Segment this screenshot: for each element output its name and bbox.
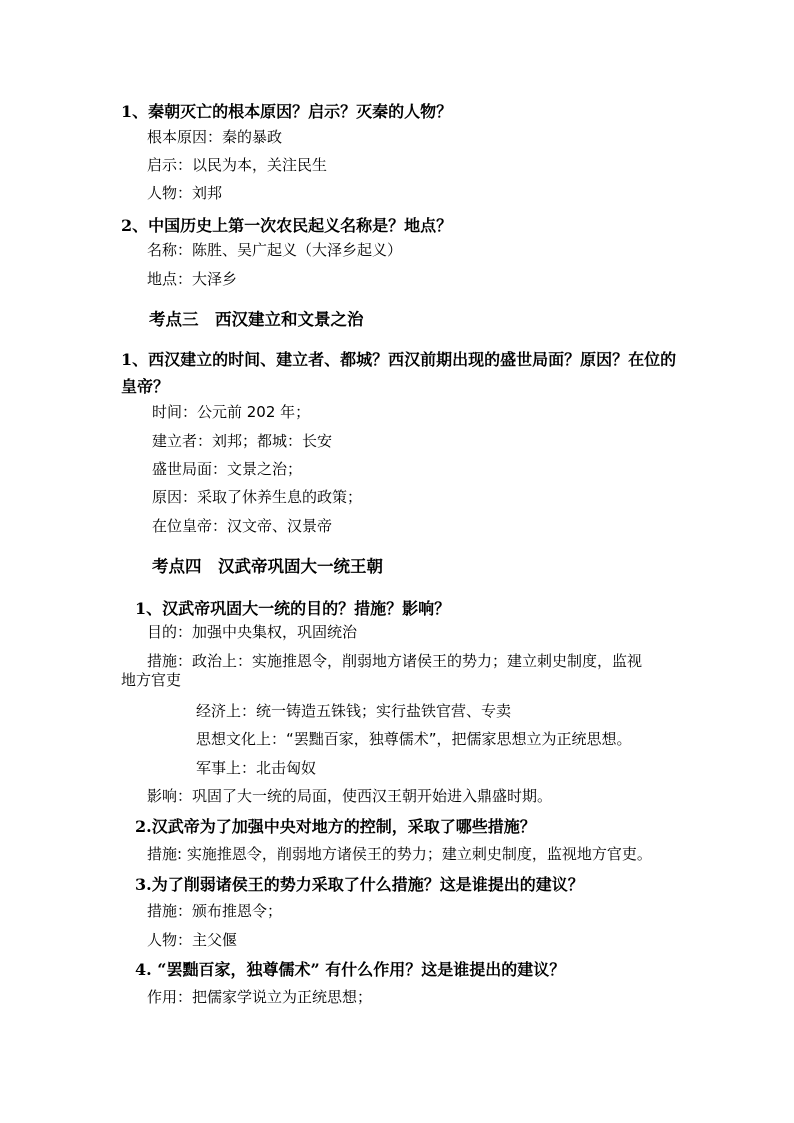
answer-line: 措施: 实施推恩令，削弱地方诸侯王的势力；建立刺史制度，监视地方官吏。 — [147, 845, 652, 863]
answer-line: 盛世局面：文景之治； — [152, 460, 303, 478]
section-heading-4: 考点四 汉武帝巩固大一统王朝 — [152, 557, 383, 576]
answer-line: 措施：颁布推恩令； — [147, 902, 283, 920]
answer-line: 地点：大泽乡 — [147, 270, 238, 288]
answer-line: 军事上：北击匈奴 — [196, 759, 317, 777]
answer-line: 时间：公元前 202 年； — [152, 403, 311, 421]
answer-line: 作用：把儒家学说立为正统思想； — [147, 988, 373, 1006]
answer-line: 名称：陈胜、吴广起义（大泽乡起义） — [147, 241, 403, 259]
question-2: 2、中国历史上第一次农民起义名称是？地点？ — [121, 216, 453, 235]
answer-line: 目的：加强中央集权，巩固统治 — [147, 623, 358, 641]
section-heading-3: 考点三 西汉建立和文景之治 — [149, 310, 364, 329]
answer-line: 措施：政治上：实施推恩令，削弱地方诸侯王的势力；建立刺史制度，监视 — [147, 652, 643, 670]
answer-line: 启示：以民为本，关注民生 — [147, 156, 328, 174]
question-7: 4. “罢黜百家，独尊儒术” 有什么作用？这是谁提出的建议？ — [135, 960, 566, 979]
answer-line: 经济上：统一铸造五铢钱；实行盐铁官营、专卖 — [196, 702, 512, 720]
question-3: 1、西汉建立的时间、建立者、都城？西汉前期出现的盛世局面？原因？在位的 — [121, 350, 677, 369]
question-3-cont: 皇帝？ — [121, 377, 170, 396]
question-5: 2.汉武帝为了加强中央对地方的控制，采取了哪些措施？ — [135, 817, 536, 836]
answer-line-cont: 地方官吏 — [121, 671, 182, 689]
answer-line: 思想文化上：“罢黜百家，独尊儒术”，把儒家思想立为正统思想。 — [196, 730, 632, 748]
answer-line: 影响：巩固了大一统的局面，使西汉王朝开始进入鼎盛时期。 — [147, 787, 553, 805]
question-6: 3.为了削弱诸侯王的势力采取了什么措施？这是谁提出的建议？ — [135, 875, 584, 894]
answer-line: 根本原因：秦的暴政 — [147, 128, 283, 146]
answer-line: 建立者：刘邦；都城：长安 — [152, 432, 333, 450]
answer-line: 人物：刘邦 — [147, 184, 223, 202]
answer-line: 人物：主父偃 — [147, 931, 238, 949]
answer-line: 原因：采取了休养生息的政策； — [152, 488, 363, 506]
question-1: 1、秦朝灭亡的根本原因？启示？灭秦的人物？ — [121, 102, 453, 121]
question-4: 1、汉武帝巩固大一统的目的？措施？影响？ — [135, 599, 451, 618]
answer-line: 在位皇帝：汉文帝、汉景帝 — [152, 517, 333, 535]
